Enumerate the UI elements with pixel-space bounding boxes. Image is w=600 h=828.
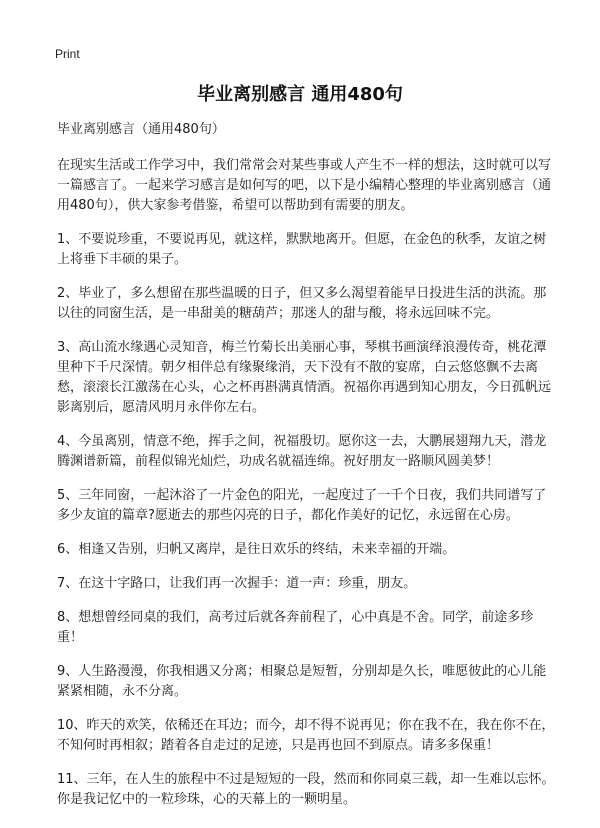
print-link[interactable]: Print: [55, 47, 80, 61]
list-item: 2、毕业了，多么想留在那些温暖的日子，但又多么渴望着能早日投进生活的洪流。那以往的同窗生活，是一串甜美的糖葫芦；那迷人的甜与酸，将永远回味不完。: [57, 286, 547, 321]
list-item: 4、今虽离别，情意不绝，挥手之间，祝福殷切。愿你这一去，大鹏展翅翔九天，潜龙腾渊谱新篇，前程似锦光灿烂，功成名就福连绵。祝好朋友一路顺风圆美梦！: [57, 434, 547, 469]
list-item: 9、人生路漫漫，你我相遇又分离；相聚总是短暂，分别却是久长，唯愿彼此的心儿能紧紧相随，永不分离。: [57, 664, 547, 699]
list-item: 10、昨天的欢笑，依稀还在耳边；而今，却不得不说再见；你在我不在，我在你不在，不知何时再相叙；踏着各自走过的足迹，只是再也回不到原点。请多多保重！: [57, 718, 555, 753]
page-title: 毕业离别感言 通用480句: [197, 84, 403, 105]
article-body: [57, 120, 557, 824]
list-item: 11、三年，在人生的旅程中不过是短短的一段，然而和你同桌三载，却一生难以忘怀。你是我记忆中的一粒珍珠，心的天幕上的一颗明星。: [57, 772, 555, 807]
article-subtitle: 毕业离别感言（通用480句）: [57, 122, 225, 137]
intro-paragraph: 在现实生活或工作学习中，我们常常会对某些事或人产生不一样的想法，这时就可以写一篇感言了。一起来学习感言是如何写的吧，以下是小编精心整理的毕业离别感言（通用480句），供大家参考借鉴，希望可以帮助到有需要的朋友。: [57, 158, 552, 213]
list-item: 6、相逢又告别，归帆又离岸，是往日欢乐的终结，未来幸福的开端。: [57, 542, 456, 557]
list-item: 8、想想曾经同桌的我们，高考过后就各奔前程了，心中真是不舍。同学，前途多珍重！: [57, 610, 534, 645]
list-item: 7、在这十字路口，让我们再一次握手：道一声：珍重，朋友。: [57, 576, 417, 591]
list-item: 1、不要说珍重，不要说再见，就这样，默默地离开。但愿，在金色的秋季，友谊之树上将垂下丰硕的果子。: [57, 232, 547, 267]
list-item: 3、高山流水缘遇心灵知音，梅兰竹菊长出美丽心事，琴棋书画演绎浪漫传奇，桃花潭里种下千尺深情。朝夕相伴总有缘聚缘消，天下没有不散的宴席，白云悠悠飘不去离愁，滚滚长江激荡在心头，心之杯再斟满真情酒。祝福你再遇到知心朋友，今日孤帆远影离别后，愿清风明月永伴你左右。: [57, 340, 552, 415]
list-item: 5、三年同窗，一起沐浴了一片金色的阳光，一起度过了一千个日夜，我们共同谱写了多少友谊的篇章?愿逝去的那些闪亮的日子，都化作美好的记忆，永远留在心房。: [57, 488, 547, 523]
